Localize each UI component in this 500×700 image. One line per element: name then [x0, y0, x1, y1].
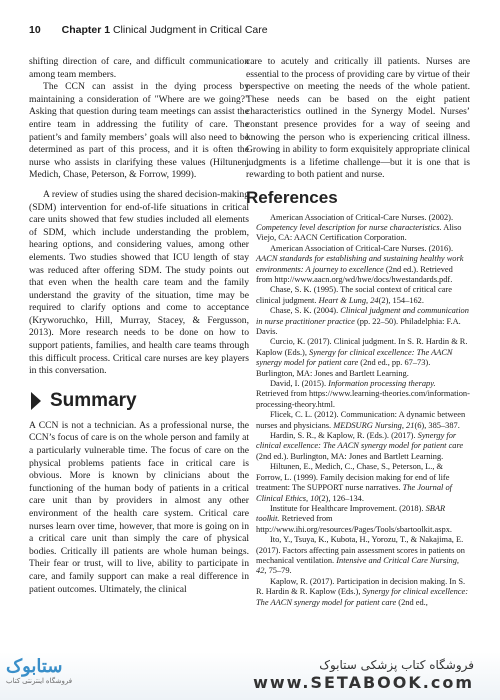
- reference-item: Kaplow, R. (2017). Participation in decision making. In S. R. Hardin & R. Kaplow (Eds.), Synergy for clinical excellence: The AACN synergy model for patient care (2nd ed.,: [256, 576, 469, 607]
- reference-item: American Association of Critical-Care Nurses. (2002). Competency level description for nurse characteristics. Aliso Viejo, CA: AACN Certification Corporation.: [256, 212, 462, 243]
- reference-item: Hardin, S. R., & Kaplow, R. (Eds.). (2017). Synergy for clinical excellence: The AACN synergy model for patient care (2nd ed.). Burlington, MA: Jones and Bartlett Learning.: [256, 431, 464, 461]
- reference-item: Chase, S. K. (2004). Clinical judgment and communication in nurse practitioner practice (pp. 22–50). Philadelphia: F.A. Davis.: [256, 306, 469, 336]
- reference-item: Institute for Healthcare Improvement. (2018). SBAR toolkit. Retrieved from http://www.ihi.org/resources/Pages/Tools/sbartoolkit.aspx.: [256, 503, 452, 534]
- left-column: [29, 56, 249, 596]
- chapter-label: Chapter 1: [61, 24, 111, 36]
- references-heading: References: [246, 187, 338, 207]
- chapter-title: Clinical Judgment in Critical Care: [112, 24, 268, 36]
- setabook-logo: [6, 656, 76, 692]
- summary-heading: [29, 389, 249, 411]
- summary-paragraph: A CCN is not a technician. As a professional nurse, the CCN’s focus of care is on the whole person and family at a particularly vulnerable time. The focus of care on the physical problems patients face in critical care is obvious. More is known by clinicians about the functioning of the human body of patients in a critical care unit than by providers in almost any other environment of the health care system. Critical care nurses learn over time, however, that more is going on in a critical care unit than simply the care of physical bodies. Critically ill patients are whole human beings. Their fear or trust, will to live, ability to participate in care, and family support can make a real difference in patient outcomes. Ultimately, the clinical: [29, 419, 249, 595]
- reference-item: Chase, S. K. (1995). The social context of critical care clinical judgment. Heart & Lung, 24(2), 154–162.: [256, 285, 452, 305]
- paragraph: shifting direction of care, and difficult communication among team members.: [29, 56, 249, 80]
- arrow-icon: [31, 392, 41, 410]
- references-list: [246, 213, 470, 608]
- reference-item: David, I. (2015). Information processing therapy. Retrieved from https://www.learning-theories.com/information-processing-theory.html.: [256, 379, 470, 409]
- store-url[interactable]: www.SETABOOK.com: [253, 673, 474, 692]
- summary-title: Summary: [50, 389, 137, 411]
- paragraph: A review of studies using the shared decision-making (SDM) intervention for end-of-life situations in critical care units showed that few studies included all elements of SDM, which include understanding the problem, hearing options, and considering values, among other elements. Two studies showed that ICU length of stay was reduced after offering SDM. The study points out that even when the health care team and the family understand the gravity of the situation, time may be required to clarify options and come to acceptance (Kryworuchko, Hill, Murray, Stacey, & Fergusson, 2013). More research needs to be done on how to support patients, families, and health care teams through this difficult process. Critical care nurses are key players in this conversation.: [29, 188, 249, 377]
- right-column: [246, 56, 470, 608]
- running-header: [29, 24, 480, 40]
- reference-item: American Association of Critical-Care Nurses. (2016). AACN standards for establishing and sustaining healthy work environments: A journey to excellence (2nd ed.). Retrieved from http://www.aacn.org/wd/hwe/docs/hwestandards.pdf.: [256, 243, 464, 284]
- footer-watermark: [0, 652, 500, 700]
- store-name: فروشگاه کتاب پزشکی ستابوک: [319, 658, 474, 672]
- page-number: 10: [29, 24, 41, 36]
- paragraph: The CCN can assist in the dying process by maintaining a consideration of "Where are we going?" Asking that question during team meetings can assist the entire team in addressing the futility of care. The patient’s and family members’ goals will also need to be determined as part of this process, and it is often the nurse who assists in clarifying these values (Hiltunen, Medich, Chase, Peterson, & Forrow, 1999).: [29, 81, 249, 181]
- reference-item: Flicek, C. L. (2012). Communication: A dynamic between nurses and physicians. MEDSURG Nursing, 21(6), 385–387.: [256, 410, 466, 430]
- reference-item: Hiltunen, E., Medich, C., Chase, S., Peterson, L., & Forrow, L. (1999). Family decision making for end of life treatment: The SUPPORT nurse narratives. The Journal of Clinical Ethics, 10(2), 126–134.: [256, 462, 452, 503]
- logo-subtitle: فروشگاه اینترنتی کتاب: [6, 678, 73, 685]
- reference-item: Ito, Y., Tsuya, K., Kubota, H., Yorozu, T., & Nakajima, E. (2017). Factors affecting pain assessment scores in patients on mechanical ventilation. Intensive and Critical Care Nursing, 42, 75–79.: [256, 535, 465, 576]
- reference-item: Curcio, K. (2017). Clinical judgment. In S. R. Hardin & R. Kaplow (Eds.), Synergy for clinical excellence: The AACN synergy model for patient care (2nd ed., pp. 67–73). Burlington, MA: Jones and Bartlett Learning.: [256, 337, 468, 378]
- logo-mark: ستابوک: [6, 656, 63, 676]
- paragraph: care to acutely and critically ill patients. Nurses are essential to the process of providing care by virtue of their perspective on meeting the needs of the whole patient. These needs can be based on the eight patient characteristics outlined in the Synergy Model. Nurses’ constant presence provides for a way of seeing and knowing the person who is experiencing critical illness. Growing in ability to form exquisitely appropriate clinical judgments is a lifetime challenge—but it is one that is rewarding to both patient and nurse.: [246, 56, 470, 181]
